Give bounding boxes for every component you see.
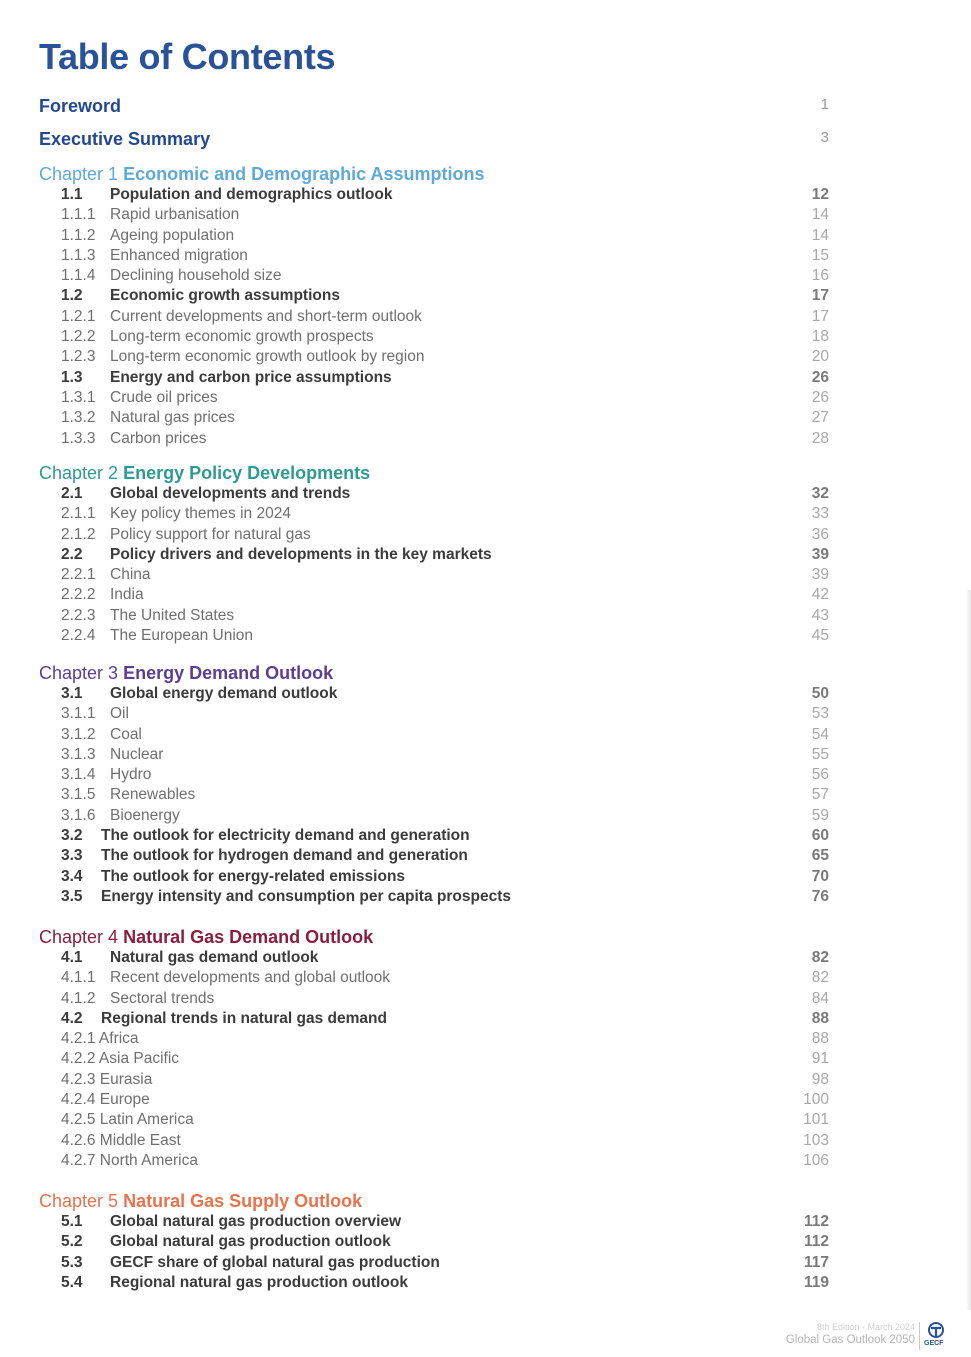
toc-entry-number: 3.1: [61, 685, 83, 702]
toc-entry-label: 4.2.2 Asia Pacific: [61, 1050, 180, 1068]
toc-entry[interactable]: [39, 327, 829, 347]
executive-summary-page: 3: [820, 129, 829, 146]
toc-entry-label: Recent developments and global outlook: [110, 969, 391, 987]
toc-entry-number: 1.1: [61, 186, 83, 203]
toc-entry-label: GECF share of global natural gas production: [110, 1253, 440, 1271]
toc-entry[interactable]: [39, 1070, 829, 1090]
toc-entry-page: 53: [811, 705, 829, 723]
chapter-3-heading[interactable]: [39, 663, 829, 684]
toc-entry[interactable]: [39, 1029, 829, 1049]
toc-entry-page: 60: [811, 827, 829, 845]
toc-entry-number: 2.1.1: [61, 505, 96, 523]
foreword-page: 1: [820, 96, 829, 113]
toc-entry-label: Current developments and short-term outlook: [110, 307, 422, 325]
gecf-logo-text: GECF: [924, 1340, 944, 1347]
toc-entry-page: 15: [811, 246, 829, 264]
toc-entry-number: 3.4: [61, 867, 83, 885]
toc-entry-page: 28: [811, 429, 829, 447]
toc-entry-number: 3.5: [61, 887, 83, 905]
toc-entry-label: 4.2.7 North America: [61, 1151, 198, 1169]
toc-entry[interactable]: [39, 408, 829, 428]
toc-entry-number: 1.3.2: [61, 409, 96, 427]
toc-entry-page: 17: [811, 287, 829, 305]
toc-entry-number: 4.1.2: [61, 989, 96, 1007]
toc-entry-number: 3.2: [61, 827, 83, 845]
toc-entry[interactable]: [39, 725, 829, 745]
toc-entry-label: Global natural gas production outlook: [110, 1233, 391, 1251]
toc-entry[interactable]: [39, 1232, 829, 1252]
toc-entry-number: 3.1.1: [61, 705, 96, 723]
toc-entry-label: Long-term economic growth prospects: [110, 328, 374, 346]
toc-entry-page: 100: [803, 1091, 829, 1109]
toc-entry-number: 5.4: [61, 1273, 83, 1291]
toc-entry[interactable]: [39, 806, 829, 826]
chapter-5-name: Natural Gas Supply Outlook: [123, 1191, 363, 1211]
toc-entry-label: Carbon prices: [110, 429, 207, 447]
toc-entry-label: Economic growth assumptions: [110, 287, 340, 305]
toc-entry[interactable]: [39, 1009, 829, 1029]
toc-entry[interactable]: [39, 684, 829, 704]
chapter-5-heading[interactable]: [39, 1191, 829, 1212]
toc-entry-page: 39: [811, 545, 829, 563]
toc-entry-page: 32: [811, 485, 829, 502]
footer-publication: Global Gas Outlook 2050: [785, 1334, 915, 1346]
toc-entry-number: 1.2.1: [61, 307, 96, 325]
toc-entry[interactable]: [39, 948, 829, 968]
toc-entry-page: 26: [811, 368, 829, 386]
toc-entry[interactable]: [39, 846, 829, 866]
toc-entry-page: 65: [811, 847, 829, 865]
chapter-2-heading[interactable]: [39, 463, 829, 484]
toc-entry[interactable]: [39, 887, 829, 907]
toc-entry-label: Long-term economic growth outlook by region: [110, 348, 425, 366]
toc-entry-number: 3.1.5: [61, 786, 96, 804]
toc-entry-number: 2.2.1: [61, 566, 96, 584]
toc-entry[interactable]: [39, 1090, 829, 1110]
toc-entry-label: Coal: [110, 725, 142, 743]
toc-entry-number: 5.2: [61, 1233, 83, 1251]
toc-entry-label: Nuclear: [110, 745, 164, 763]
toc-entry-page: 57: [811, 786, 829, 804]
toc-entry-page: 39: [811, 566, 829, 584]
toc-entry-label: Declining household size: [110, 267, 282, 285]
toc-entry[interactable]: [39, 429, 829, 449]
toc-entry[interactable]: [39, 785, 829, 805]
toc-entry-number: 1.1.3: [61, 246, 96, 264]
toc-entry-label: Crude oil prices: [110, 388, 218, 406]
toc-entry-number: 4.2: [61, 1009, 83, 1027]
toc-entry-label: Policy drivers and developments in the key markets: [110, 545, 492, 563]
toc-entry[interactable]: [39, 525, 829, 545]
toc-entry[interactable]: [39, 1049, 829, 1069]
toc-entry-label: The outlook for energy-related emissions: [101, 867, 406, 885]
toc-entry-label: Key policy themes in 2024: [110, 505, 291, 523]
toc-entry[interactable]: [39, 347, 829, 367]
toc-entry-number: 1.1.2: [61, 226, 96, 244]
toc-entry[interactable]: [39, 1131, 829, 1151]
toc-entry-page: 20: [811, 348, 829, 366]
toc-entry-number: 1.2.3: [61, 348, 96, 366]
toc-entry-number: 3.1.2: [61, 725, 96, 743]
toc-entry-label: 4.2.5 Latin America: [61, 1111, 194, 1129]
toc-entry-page: 101: [803, 1111, 829, 1129]
toc-entry[interactable]: [39, 1253, 829, 1273]
toc-entry-page: 70: [811, 867, 829, 885]
toc-entry[interactable]: [39, 185, 829, 205]
toc-entry-label: Regional natural gas production outlook: [110, 1273, 408, 1291]
chapter-4-heading[interactable]: [39, 927, 829, 948]
page-edge-shadow: [966, 590, 971, 1310]
toc-entry-label: Renewables: [110, 786, 196, 804]
chapter-1-name: Economic and Demographic Assumptions: [123, 164, 485, 184]
toc-entry[interactable]: [39, 1110, 829, 1130]
toc-entry-page: 45: [811, 627, 829, 645]
toc-entry-page: 82: [811, 969, 829, 987]
toc-entry-label: Enhanced migration: [110, 246, 248, 264]
toc-entry-label: Energy and carbon price assumptions: [110, 368, 392, 386]
toc-entry-number: 3.1.6: [61, 806, 96, 824]
toc-entry-number: 1.1.4: [61, 267, 96, 285]
toc-entry-label: Global energy demand outlook: [110, 685, 338, 702]
toc-entry[interactable]: [39, 826, 829, 846]
toc-entry-number: 4.1.1: [61, 969, 96, 987]
chapter-4-prefix: Chapter 4: [39, 927, 119, 947]
toc-entry-number: 1.3.3: [61, 429, 96, 447]
toc-entry-page: 59: [811, 806, 829, 824]
executive-summary-label: Executive Summary: [39, 129, 211, 149]
toc-entry-page: 18: [811, 328, 829, 346]
footer-edition: 8th Edition - March 2024: [816, 1322, 915, 1332]
toc-entry-page: 88: [811, 1030, 829, 1048]
gecf-logo-icon: [927, 1322, 945, 1338]
toc-entry-number: 2.1: [61, 485, 83, 502]
toc-entry-label: Regional trends in natural gas demand: [101, 1009, 387, 1027]
toc-entry-executive-summary[interactable]: [39, 129, 829, 153]
toc-entry-label: Oil: [110, 705, 129, 723]
toc-entry-page: 112: [803, 1233, 829, 1251]
toc-entry-page: 54: [811, 725, 829, 743]
toc-entry-label: China: [110, 566, 151, 584]
toc-entry[interactable]: [39, 388, 829, 408]
toc-entry-label: Population and demographics outlook: [110, 186, 393, 203]
toc-entry-page: 14: [811, 206, 829, 224]
toc-entry-label: Bioenergy: [110, 806, 180, 824]
toc-entry-page: 119: [803, 1273, 829, 1291]
toc-entry-page: 36: [811, 525, 829, 543]
toc-entry[interactable]: [39, 504, 829, 524]
toc-entry-label: The United States: [110, 606, 235, 624]
toc-entry-page: 106: [803, 1151, 829, 1169]
toc-entry-page: 42: [811, 586, 829, 604]
toc-entry-page: 33: [811, 505, 829, 523]
toc-entry-label: 4.2.6 Middle East: [61, 1131, 181, 1149]
toc-entry-label: The outlook for hydrogen demand and generation: [101, 847, 468, 865]
toc-entry[interactable]: [39, 1212, 829, 1232]
toc-entry[interactable]: [39, 1273, 829, 1293]
toc-entry-number: 2.2.4: [61, 627, 96, 645]
chapter-2-section: [39, 463, 829, 646]
toc-entry-label: The European Union: [110, 627, 254, 645]
toc-entry[interactable]: [39, 626, 829, 646]
toc-entry[interactable]: [39, 745, 829, 765]
toc-entry-page: 88: [811, 1009, 829, 1027]
toc-entry[interactable]: [39, 989, 829, 1009]
toc-entry-number: 3.3: [61, 847, 83, 865]
toc-entry-page: 50: [811, 685, 829, 702]
chapter-3-section: [39, 663, 829, 907]
toc-entry[interactable]: [39, 867, 829, 887]
toc-entry-label: Global developments and trends: [110, 485, 351, 502]
chapter-4-name: Natural Gas Demand Outlook: [123, 927, 374, 947]
toc-entry-number: 2.2.2: [61, 586, 96, 604]
toc-entry[interactable]: [39, 585, 829, 605]
toc-entry-page: 76: [811, 887, 829, 905]
toc-entry[interactable]: [39, 545, 829, 565]
toc-entry-foreword[interactable]: [39, 96, 829, 120]
toc-entry-page: 112: [803, 1213, 829, 1230]
toc-entry-label: 4.2.1 Africa: [61, 1030, 139, 1048]
chapter-1-section: [39, 164, 829, 449]
toc-entry-label: Energy intensity and consumption per capita prospects: [101, 887, 511, 905]
toc-entry-number: 2.2: [61, 545, 83, 563]
chapter-1-prefix: Chapter 1: [39, 164, 119, 184]
chapter-5-section: [39, 1191, 829, 1293]
toc-entry-page: 16: [811, 267, 829, 285]
toc-entry-label: India: [110, 586, 144, 604]
foreword-label: Foreword: [39, 96, 122, 116]
gecf-logo: [919, 1322, 952, 1350]
toc-entry[interactable]: [39, 205, 829, 225]
toc-entry[interactable]: [39, 226, 829, 246]
toc-entry-label: The outlook for electricity demand and generation: [101, 827, 470, 845]
toc-entry-number: 2.2.3: [61, 606, 96, 624]
toc-entry-number: 4.1: [61, 949, 83, 966]
toc-entry-number: 1.2.2: [61, 328, 96, 346]
chapter-1-heading[interactable]: [39, 164, 829, 185]
toc-entry-number: 5.3: [61, 1253, 83, 1271]
toc-entry-page: 84: [811, 989, 829, 1007]
chapter-2-name: Energy Policy Developments: [123, 463, 371, 483]
toc-entry-number: 1.2: [61, 287, 83, 305]
toc-entry[interactable]: [39, 968, 829, 988]
chapter-3-prefix: Chapter 3: [39, 663, 119, 683]
toc-entry-page: 12: [811, 186, 829, 203]
toc-entry[interactable]: [39, 1151, 829, 1171]
toc-entry-page: 98: [811, 1070, 829, 1088]
toc-entry-number: 2.1.2: [61, 525, 96, 543]
toc-entry-number: 3.1.3: [61, 745, 96, 763]
chapter-3-name: Energy Demand Outlook: [123, 663, 334, 683]
toc-entry-label: Policy support for natural gas: [110, 525, 311, 543]
toc-entry[interactable]: [39, 307, 829, 327]
toc-entry-label: Global natural gas production overview: [110, 1213, 402, 1230]
toc-entry-label: 4.2.4 Europe: [61, 1091, 150, 1109]
toc-entry-number: 3.1.4: [61, 766, 96, 784]
toc-entry-label: Natural gas demand outlook: [110, 949, 319, 966]
toc-entry-page: 82: [811, 949, 829, 966]
toc-entry-label: Sectoral trends: [110, 989, 215, 1007]
toc-entry-number: 5.1: [61, 1213, 83, 1230]
toc-entry[interactable]: [39, 286, 829, 306]
toc-entry[interactable]: [39, 565, 829, 585]
toc-entry-page: 26: [811, 388, 829, 406]
chapter-4-section: [39, 927, 829, 1171]
toc-entry[interactable]: [39, 704, 829, 724]
toc-entry-page: 117: [803, 1253, 829, 1271]
toc-entry[interactable]: [39, 246, 829, 266]
toc-entry-label: Ageing population: [110, 226, 235, 244]
toc-entry[interactable]: [39, 484, 829, 504]
toc-entry-number: 1.3.1: [61, 388, 96, 406]
toc-entry-page: 91: [811, 1050, 829, 1068]
toc-entry-page: 17: [811, 307, 829, 325]
toc-entry-label: 4.2.3 Eurasia: [61, 1070, 153, 1088]
toc-entry[interactable]: [39, 765, 829, 785]
toc-entry-page: 56: [811, 766, 829, 784]
toc-entry-label: Hydro: [110, 766, 152, 784]
page-footer: [786, 1321, 915, 1348]
toc-entry-page: 103: [803, 1131, 829, 1149]
chapter-5-prefix: Chapter 5: [39, 1191, 119, 1211]
toc-entry[interactable]: [39, 606, 829, 626]
toc-entry-page: 27: [811, 409, 829, 427]
toc-entry[interactable]: [39, 368, 829, 388]
toc-entry-label: Rapid urbanisation: [110, 206, 240, 224]
toc-entry-page: 55: [811, 745, 829, 763]
toc-entry-number: 1.3: [61, 368, 83, 386]
toc-entry[interactable]: [39, 266, 829, 286]
toc-entry-label: Natural gas prices: [110, 409, 235, 427]
chapter-2-prefix: Chapter 2: [39, 463, 119, 483]
toc-entry-page: 14: [811, 226, 829, 244]
toc-entry-number: 1.1.1: [61, 206, 96, 224]
toc-entry-page: 43: [811, 606, 829, 624]
page-title: Table of Contents: [39, 36, 336, 77]
